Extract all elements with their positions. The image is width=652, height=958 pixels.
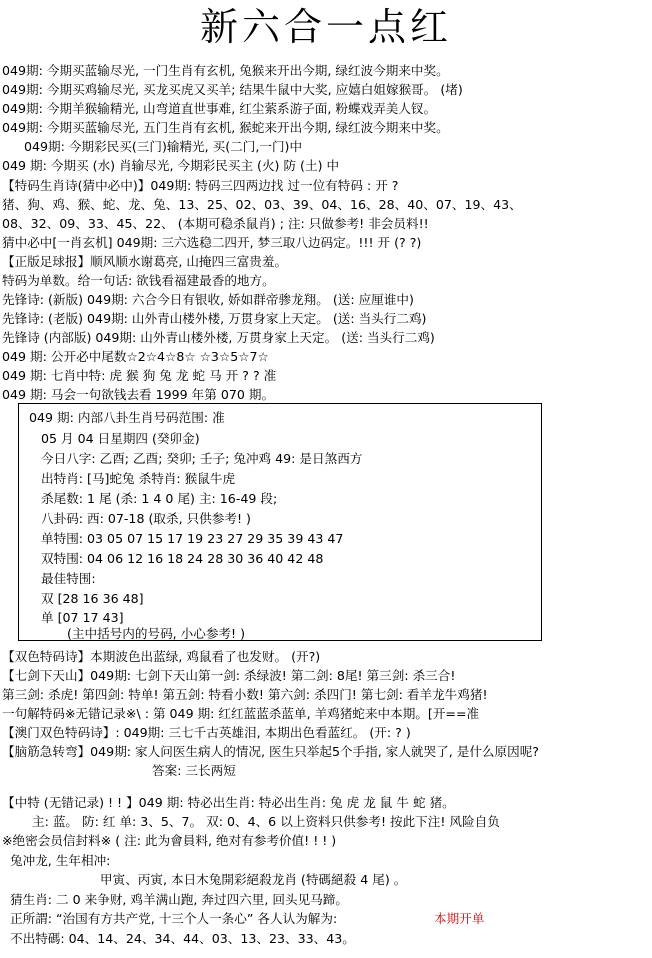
- text-line: 一句解特码※无错记录※\ : 第 049 期: 红红蓝蓝杀蓝单, 羊鸡猪蛇来中本期。[开==准: [2, 706, 480, 721]
- bagua-number-box: [18, 403, 542, 641]
- box-line: 单特围: 03 05 07 15 17 19 23 27 29 35 39 43 47: [41, 531, 344, 546]
- text-line: 049期: 今期彩民买(三门)输精光, 买(二门,一门)中: [24, 139, 303, 154]
- box-line: 049 期: 内部八卦生肖号码范围: 准: [29, 410, 225, 425]
- box-line: 出特肖: [马]蛇兔 杀特肖: 猴鼠牛虎: [41, 471, 236, 486]
- highlight-text: 本期开单: [434, 911, 485, 926]
- text-line: 【脑筋急转弯】049期: 家人问医生病人的情况, 医生只举起5个手指, 家人就哭了, 是什么原因呢?: [2, 744, 539, 759]
- text-line: 特码为单数。给一句话: 欲钱看福建最香的地方。: [2, 273, 275, 288]
- text-line: 第三剑: 杀虎! 第四剑: 特单! 第五剑: 特看小数! 第六剑: 杀四门! 第七剑: 看羊龙牛鸡猪!: [2, 687, 488, 702]
- box-line: (主中括号内的号码, 小心参考! ): [67, 626, 246, 641]
- text-line: 【澳门双色特码诗】: 049期: 三七千古英雄泪, 本期出色看蓝红。 (开: ? ): [2, 725, 411, 740]
- text-line: 【正版足球报】顺风顺水谢葛亮, 山掩四三富贵羞。: [2, 254, 288, 269]
- text-line: 主: 蓝。 防: 红 单: 3、5、7。 双: 0、4、6 以上资料只供参考! 按此下注! 风险自负: [32, 814, 500, 829]
- text-line: 不出特碼: 04、14、24、34、44、03、13、23、33、43。: [10, 931, 355, 946]
- text-line: 049 期: 七肖中特: 虎 猴 狗 兔 龙 蛇 马 开 ? ? 准: [2, 368, 277, 383]
- text-line: 049期: 今期买蓝输尽光, 五门生肖有玄机, 猴蛇来开出今期, 绿红波今期来中奖。: [2, 120, 449, 135]
- box-line: 双 [28 16 36 48]: [41, 591, 144, 606]
- box-line: 杀尾数: 1 尾 (杀: 1 4 0 尾) 主: 16-49 段;: [41, 491, 278, 506]
- text-line: 049 期: 马会一句欲钱去看 1999 年第 070 期。: [2, 387, 275, 402]
- text-line: 先锋诗: (老版) 049期: 山外青山楼外楼, 万贯身家上天定。 (送: 当头行二鸡): [2, 311, 427, 326]
- answer-line: 答案: 三长两短: [152, 763, 236, 778]
- page-title: 新六合一点红: [199, 5, 452, 49]
- box-line: 八卦码: 西: 07-18 (取杀, 只供参考! ): [41, 511, 251, 526]
- box-line: 双特围: 04 06 12 16 18 24 28 30 36 40 42 48: [41, 551, 324, 566]
- text-line: 正所謂: “治国有方共产党, 十三个人一条心” 各人认为解为:: [10, 911, 338, 926]
- text-line: 049期: 今期买鸡输尽光, 买龙买虎又买羊; 结果牛鼠中大奖, 应嬉白姐嫁猴哥。 (堵): [2, 82, 463, 97]
- text-line: 【特码生肖诗(猜中必中)】049期: 特码三四两边找 过一位有特码 : 开 ?: [2, 178, 399, 193]
- box-line: 今日八字: 乙酉; 乙酉; 癸卯; 壬子; 兔冲鸡 49: 是日煞西方: [41, 451, 363, 466]
- text-line: 【中特 (无错记录) ! ! 】049 期: 特必出生肖: 特必出生肖: 兔 虎 龙 鼠 牛 蛇 猪。: [2, 795, 455, 810]
- text-line: 049期: 今期买蓝输尽光, 一门生肖有玄机, 兔猴来开出今期, 绿红波今期来中奖。: [2, 63, 449, 78]
- box-line: 单 [07 17 43]: [41, 610, 124, 625]
- text-line: 049 期: 今期买 (水) 肖输尽光, 今期彩民买主 (火) 防 (土) 中: [2, 158, 340, 173]
- text-line: 甲寅、丙寅, 本日木兔開彩絕殺龙肖 (特碼絕殺 4 尾) 。: [100, 872, 407, 887]
- box-line: 05 月 04 日星期四 (癸卯金): [41, 431, 200, 446]
- text-line: 先锋诗: (新版) 049期: 六合今日有银收, 娇如群帝骖龙翔。 (送: 应厘谁中): [2, 292, 414, 307]
- text-line: 049期: 今期羊猴输精光, 山弯道直世事难, 红尘萦系游子面, 粉蝶戏弄美人钗。: [2, 101, 437, 116]
- text-line: ※绝密会员信封料※ ( 注: 此为會員料, 绝对有参考价值! ! ! ): [2, 833, 337, 848]
- text-line: 猜中必中[一肖玄机] 049期: 三六选稳二四开, 梦三取八边码定。!!! 开 (? ?): [2, 235, 422, 250]
- text-line: 先锋诗 (内部版) 049期: 山外青山楼外楼, 万贯身家上天定。 (送: 当头行二鸡): [2, 330, 435, 345]
- box-line: 最佳特围:: [41, 571, 96, 586]
- text-line: 【双色特码诗】本期波色出蓝绿, 鸡鼠看了也发财。 (开?): [2, 649, 321, 664]
- text-line: 猜生肖: 二 0 来争财, 鸡羊满山跑, 奔过四六里, 回头见马蹄。: [10, 892, 348, 907]
- text-line: 猪、狗、鸡、猴、蛇、龙、兔、13、25、02、03、39、04、16、28、40、07、19、43、: [2, 197, 522, 212]
- text-line: 兔冲龙, 生年相冲:: [10, 853, 111, 868]
- text-line: 08、32、09、33、45、22、 (本期可稳杀鼠肖) ; 注: 只做参考! 非会员料!!: [2, 216, 429, 231]
- text-line: 【七剑下天山】049期: 七剑下天山第一剑: 杀绿波! 第二剑: 8尾! 第三剑: 杀三合!: [2, 668, 456, 683]
- text-line: 049 期: 公开必中尾数☆2☆4☆8☆ ☆3☆5☆7☆: [2, 349, 269, 364]
